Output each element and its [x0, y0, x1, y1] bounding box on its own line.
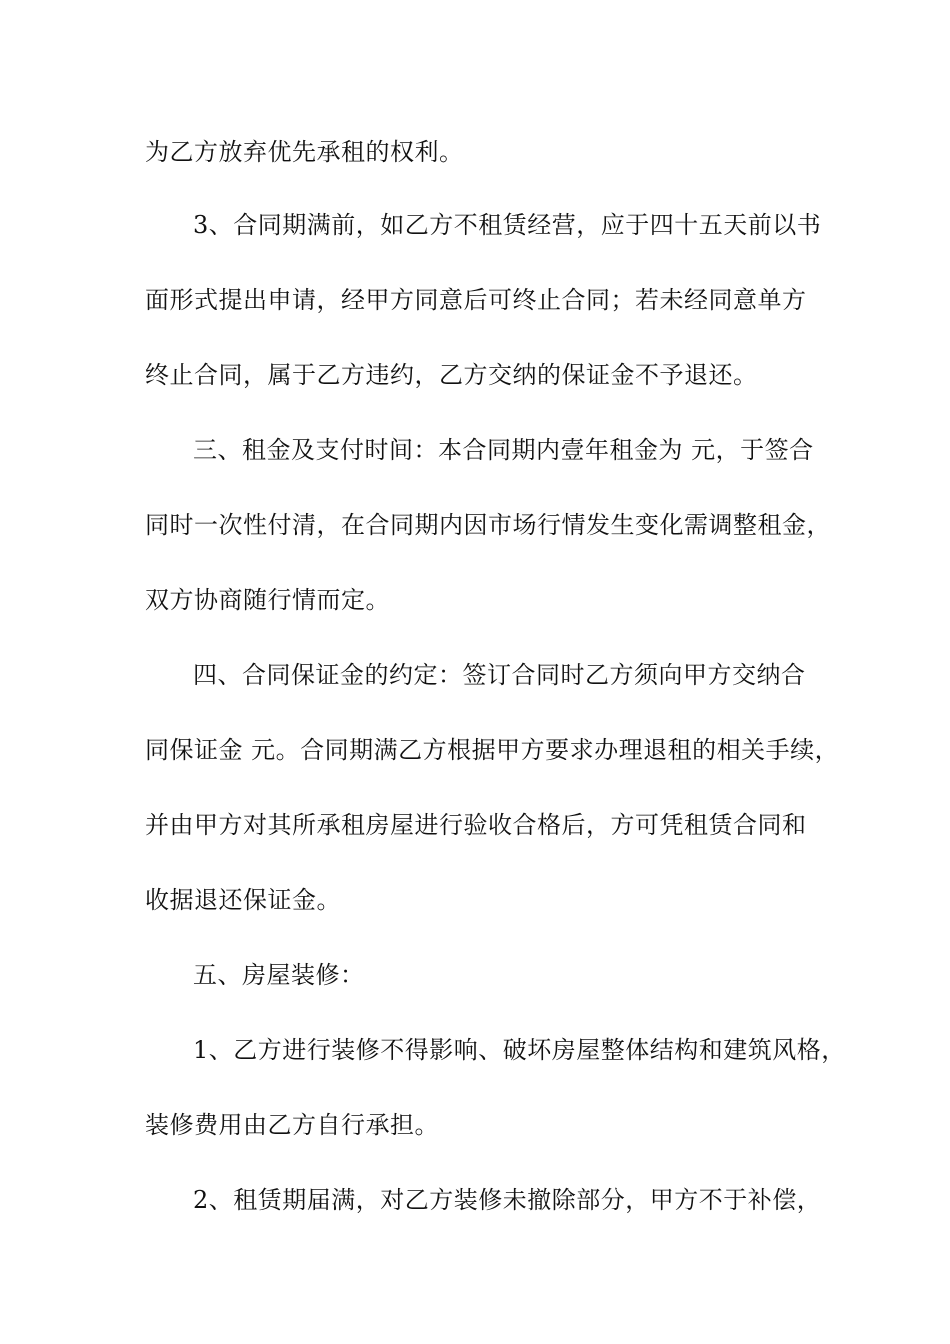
text-line: 1、乙方进行装修不得影响、破坏房屋整体结构和建筑风格， — [193, 1036, 846, 1064]
text-line: 双方协商随行情而定。 — [145, 586, 390, 614]
text-line: 并由甲方对其所承租房屋进行验收合格后，方可凭租赁合同和 — [145, 811, 807, 839]
text-line: 装修费用由乙方自行承担。 — [145, 1111, 439, 1139]
text-line: 三、租金及支付时间：本合同期内壹年租金为 元，于签合 — [193, 436, 814, 464]
text-line: 同时一次性付清，在合同期内因市场行情发生变化需调整租金， — [145, 511, 831, 539]
text-line: 3、合同期满前，如乙方不租赁经营，应于四十五天前以书 — [193, 211, 822, 239]
text-line: 同保证金 元。合同期满乙方根据甲方要求办理退租的相关手续， — [145, 736, 840, 764]
text-line: 面形式提出申请，经甲方同意后可终止合同；若未经同意单方 — [145, 286, 807, 314]
text-line: 终止合同，属于乙方违约，乙方交纳的保证金不予退还。 — [145, 361, 758, 389]
text-line: 收据退还保证金。 — [145, 886, 341, 914]
text-line: 五、房屋装修： — [193, 961, 365, 989]
text-line: 2、租赁期届满，对乙方装修未撤除部分，甲方不于补偿， — [193, 1186, 822, 1214]
text-line: 四、合同保证金的约定：签订合同时乙方须向甲方交纳合 — [193, 661, 806, 689]
text-line: 为乙方放弃优先承租的权利。 — [145, 138, 464, 166]
